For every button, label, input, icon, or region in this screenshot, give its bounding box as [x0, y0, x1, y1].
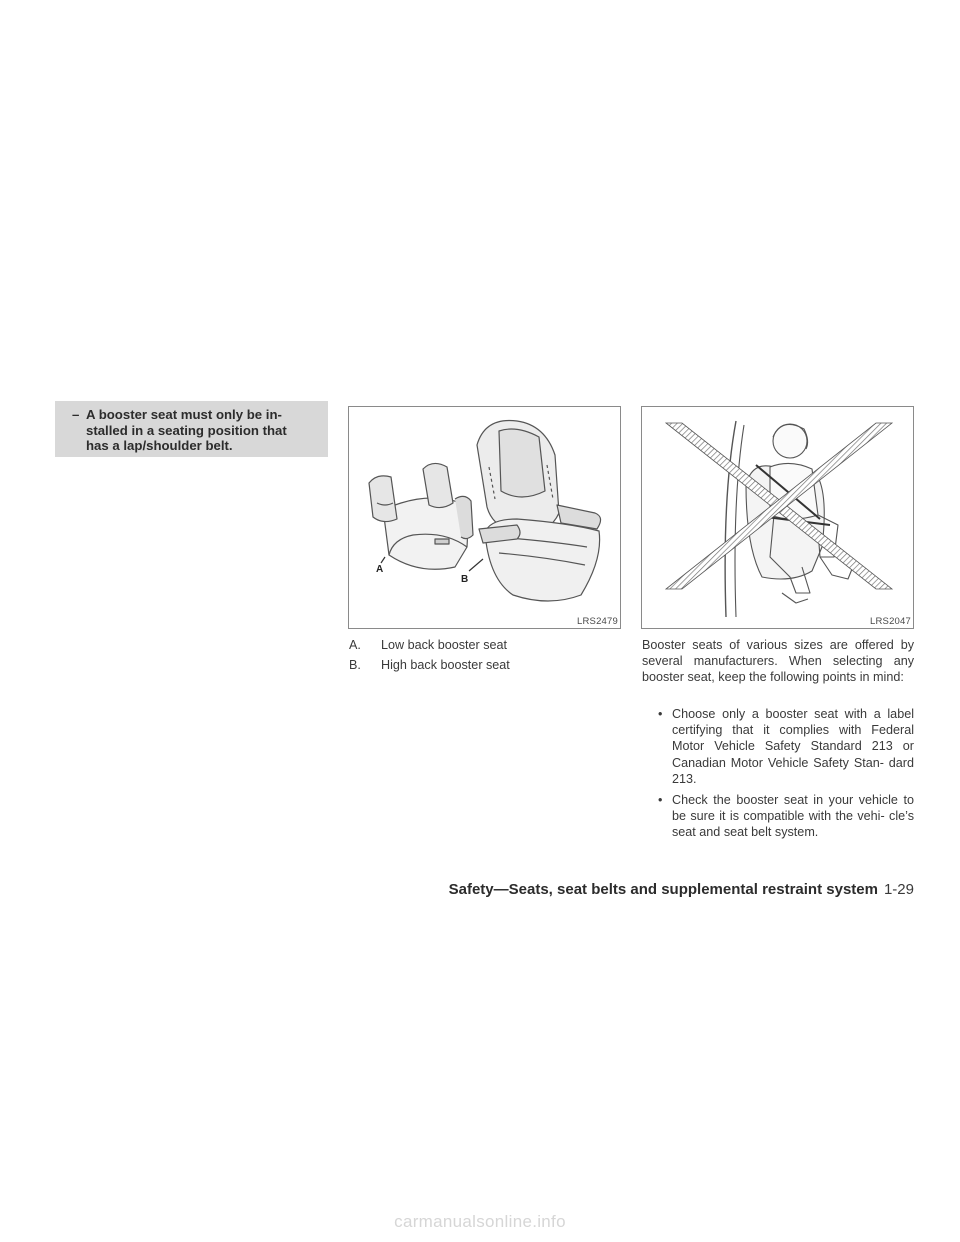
low-back-left-arm: [369, 476, 397, 522]
figure-code-a: LRS2479: [576, 616, 618, 627]
warning-dash: –: [72, 407, 80, 422]
caption-a-text: Low back booster seat: [381, 638, 508, 652]
caption-a: [349, 638, 507, 652]
incorrect-use-illustration: [642, 407, 915, 630]
bullet-symbol-1: •: [658, 707, 663, 721]
warning-text: [72, 407, 324, 454]
caption-b: [349, 658, 510, 672]
intro-paragraph: Booster seats of various sizes are offered by several manufacturers. When selecting any booster seat, keep the following points in mind:: [642, 638, 914, 685]
warning-line-1: A booster seat must only be in-: [86, 407, 282, 422]
booster-seats-illustration: [349, 407, 622, 630]
door-frame: [725, 421, 736, 617]
warning-line-2: stalled in a seating position that: [86, 422, 287, 438]
bullet-item-2: [658, 792, 914, 841]
bullet-symbol-2: •: [658, 793, 663, 807]
page-footer: [424, 881, 914, 898]
bullet-item-1: [658, 706, 914, 787]
figure-booster-seats: [348, 406, 621, 629]
page-number: 1-29: [883, 881, 914, 898]
caption-b-key: B.: [349, 658, 361, 672]
section-title: Safety—Seats, seat belts and supplemental restraint system: [448, 881, 878, 898]
caption-b-text: High back booster seat: [381, 658, 510, 672]
label-a: A: [376, 564, 384, 575]
warning-line-3: has a lap/shoulder belt.: [86, 438, 233, 454]
figure-code-b: LRS2047: [869, 616, 911, 627]
figure-incorrect-belt: [641, 406, 914, 629]
bullet-text-1: Choose only a booster seat with a label certifying that it complies with Federal Motor Vehicle Safety Standard 213 or Canadian Motor Vehicle Safety Stan- dard 213.: [672, 707, 914, 786]
bullet-text-2: Check the booster seat in your vehicle to be sure it is compatible with the vehi- cle’s seat and seat belt system.: [672, 793, 914, 840]
caption-a-key: A.: [349, 638, 361, 652]
label-b: B: [461, 574, 469, 585]
watermark: carmanualsonline.info: [394, 1212, 566, 1231]
